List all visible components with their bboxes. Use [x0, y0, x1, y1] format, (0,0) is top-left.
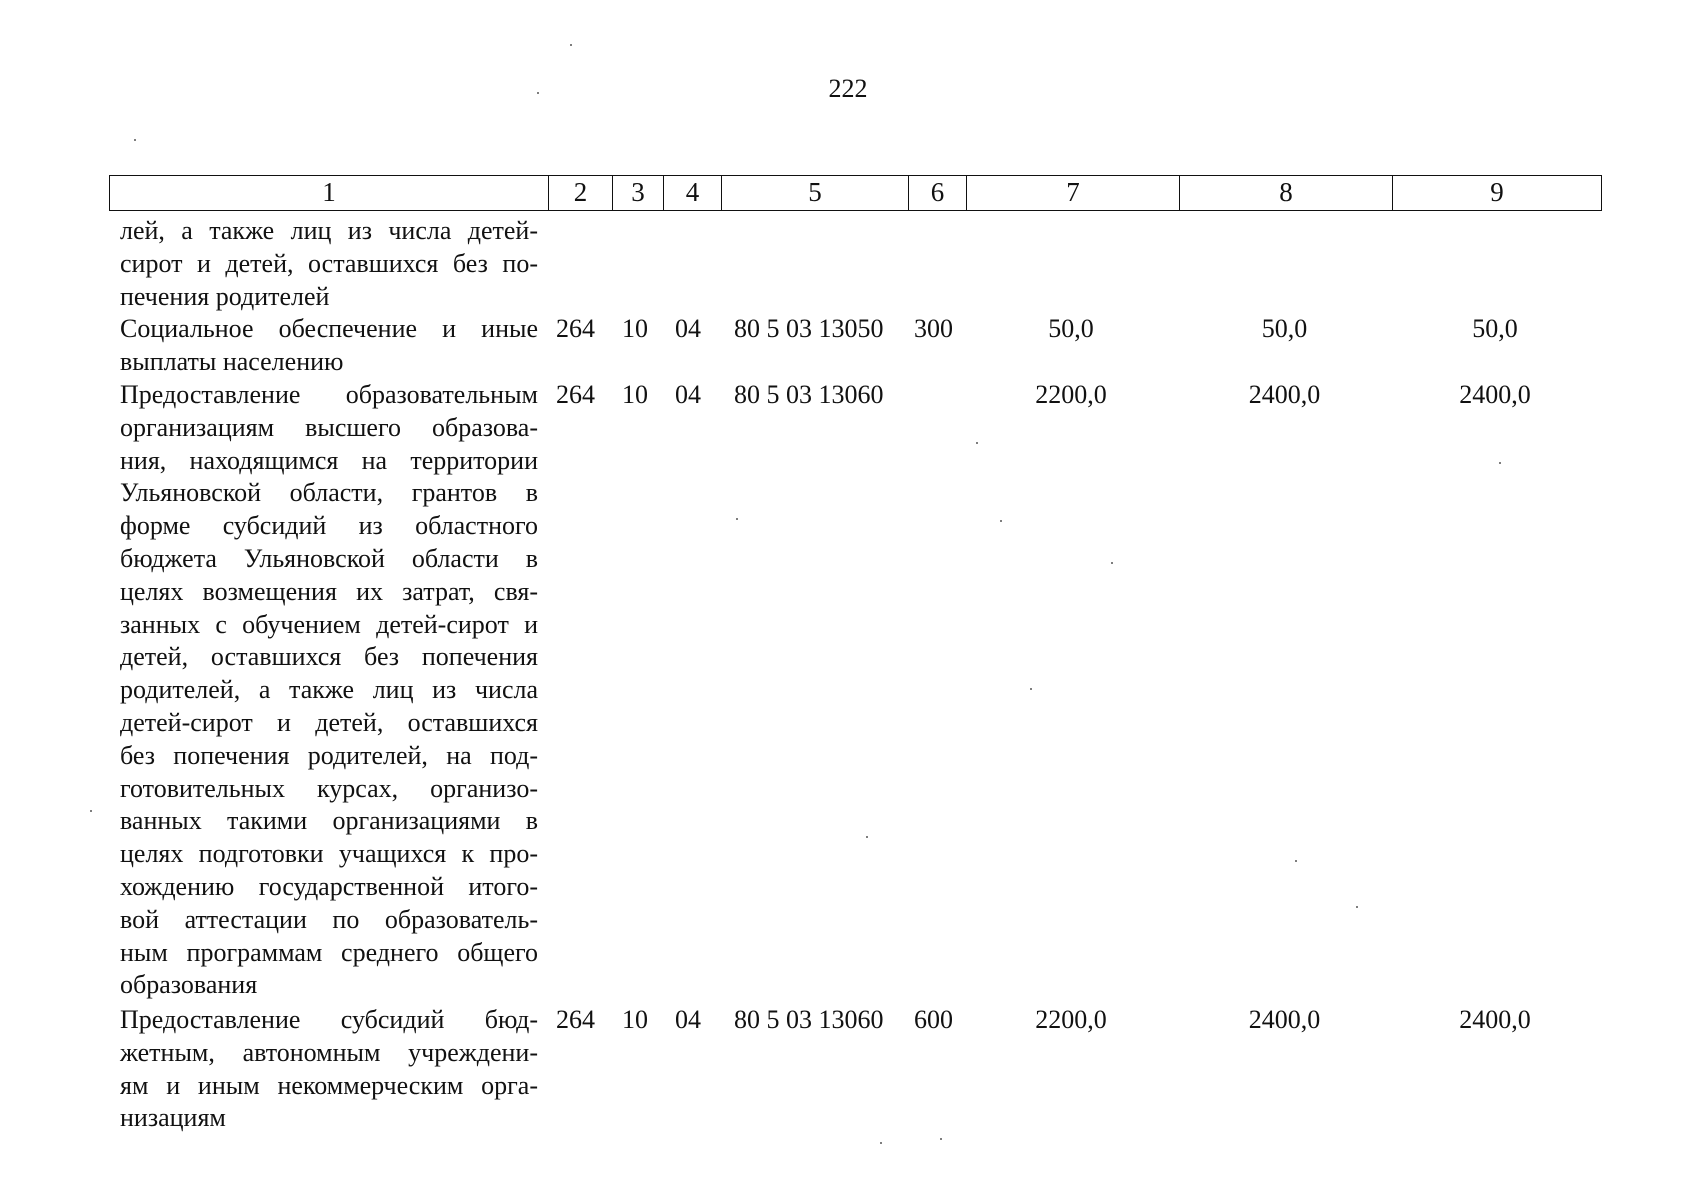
column-header: 3 — [613, 176, 664, 210]
scan-speck — [1499, 462, 1501, 464]
table-cell-col8: 50,0 — [1261, 314, 1308, 343]
description-line: сирот и детей, оставшихся без по- — [120, 248, 538, 278]
scan-speck — [1000, 520, 1002, 522]
column-header: 7 — [967, 176, 1180, 210]
description-line: готовительных курсах, организо- — [120, 773, 538, 803]
description-line: Предоставление субсидий бюд- — [120, 1005, 538, 1034]
table-cell-col8: 2400,0 — [1248, 1005, 1321, 1034]
table-cell-col6: 300 — [914, 314, 953, 343]
table-cell-col2: 264 — [556, 314, 595, 343]
table-row-description — [120, 1004, 538, 1135]
table-header — [109, 175, 1602, 211]
column-header: 9 — [1490, 177, 1504, 207]
description-line: низациям — [120, 1103, 226, 1133]
description-line: форме субсидий из областного — [120, 511, 538, 541]
description-line: детей, оставшихся без попечения — [120, 642, 538, 672]
description-line: ванных такими организациями в — [120, 806, 538, 836]
scan-speck — [570, 44, 572, 46]
page-number: 222 — [828, 74, 868, 103]
description-line: хождению государственной итого- — [120, 871, 538, 901]
description-line: родителей, а также лиц из числа — [120, 675, 538, 705]
description-line: детей-сирот и детей, оставшихся — [120, 707, 538, 737]
table-cell-col5: 80 5 03 13050 — [734, 314, 884, 343]
scan-speck — [90, 810, 92, 812]
scan-speck — [976, 442, 978, 444]
description-line: жетным, автономным учреждени- — [120, 1037, 538, 1067]
scan-speck — [1030, 688, 1032, 690]
description-line: лей, а также лиц из числа детей- — [120, 216, 538, 245]
table-cell-col7: 2200,0 — [1035, 380, 1107, 409]
description-line: организациям высшего образова- — [120, 412, 538, 442]
column-header: 4 — [664, 176, 722, 210]
description-line: ния, находящимся на территории — [120, 445, 538, 475]
table-cell-col3: 10 — [622, 1005, 648, 1034]
table-cell-col8: 2400,0 — [1248, 380, 1321, 409]
description-line: без попечения родителей, на под- — [120, 740, 538, 770]
description-line: печения родителей — [120, 281, 330, 311]
description-line: ям и иным некоммерческим орга- — [120, 1070, 538, 1100]
description-line: Предоставление образовательным — [120, 380, 538, 409]
scan-speck — [537, 92, 539, 94]
table-cell-col9: 2400,0 — [1459, 1005, 1531, 1034]
table-cell-col3: 10 — [622, 314, 648, 343]
table-cell-col5: 80 5 03 13060 — [734, 1005, 884, 1034]
scan-speck — [866, 836, 868, 838]
scan-speck — [1295, 860, 1297, 862]
description-line: вой аттестации по образователь- — [120, 904, 538, 934]
table-cell-col9: 50,0 — [1472, 314, 1518, 343]
description-line: занных с обучением детей-сирот и — [120, 609, 538, 639]
table-cell-col4: 04 — [675, 380, 701, 409]
column-header: 1 — [110, 176, 549, 210]
table-cell-col2: 264 — [556, 380, 595, 409]
description-line: ным программам среднего общего — [120, 937, 538, 967]
scan-speck — [134, 139, 136, 141]
table-cell-col6: 600 — [914, 1005, 953, 1034]
description-line: целях подготовки учащихся к про- — [120, 839, 538, 869]
description-line: Социальное обеспечение и иные — [120, 314, 538, 343]
column-header: 6 — [909, 176, 967, 210]
description-line: выплаты населению — [120, 346, 344, 376]
table-row-description — [120, 215, 538, 313]
description-line: целях возмещения их затрат, свя- — [120, 576, 538, 606]
table-cell-col5: 80 5 03 13060 — [734, 380, 884, 409]
description-line: Ульяновской области, грантов в — [120, 478, 538, 508]
scan-speck — [1111, 562, 1113, 564]
description-line: бюджета Ульяновской области в — [120, 543, 538, 573]
table-row-description — [120, 313, 538, 379]
column-header: 8 — [1180, 176, 1393, 210]
table-cell-col9: 2400,0 — [1459, 380, 1531, 409]
scan-speck — [940, 1138, 942, 1140]
table-cell-col3: 10 — [622, 380, 648, 409]
scan-speck — [1356, 906, 1358, 908]
table-cell-col7: 2200,0 — [1035, 1005, 1107, 1034]
description-line: образования — [120, 970, 258, 1000]
table-cell-col4: 04 — [675, 314, 701, 343]
table-cell-col7: 50,0 — [1048, 314, 1094, 343]
table-row-description — [120, 379, 538, 1002]
column-header: 5 — [722, 176, 909, 210]
column-header: 2 — [549, 176, 613, 210]
scan-speck — [736, 518, 738, 520]
table-cell-col2: 264 — [556, 1005, 595, 1034]
table-cell-col4: 04 — [675, 1005, 701, 1034]
scan-speck — [880, 1142, 882, 1144]
